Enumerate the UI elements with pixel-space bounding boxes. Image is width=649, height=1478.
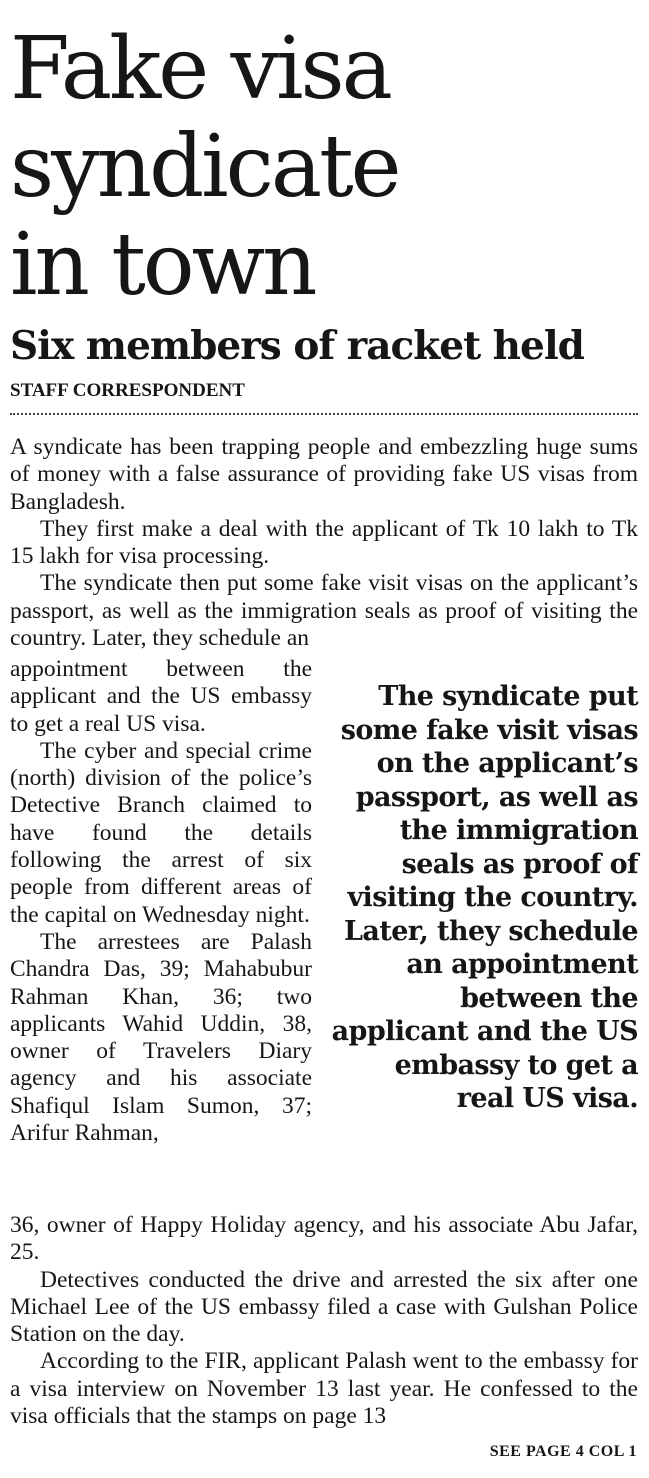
paragraph-5: The arrestees are Palash Chandra Das, 39; Mahabubur Rahman Khan, 36; two applicants Wahid Uddin, 38, owner of Travelers Diary agency and his associate Shafiqul Islam Sumon, 37; Arifur Rahman,: [10, 928, 312, 1147]
headline-line-1: Fake visa: [10, 19, 390, 119]
headline-line-3: in town: [10, 215, 315, 315]
paragraph-1: A syndicate has been trapping people and embezzling huge sums of money with a false assurance of providing fake US visas from Bangladesh.: [10, 434, 638, 515]
article-body-intro: [10, 434, 638, 652]
paragraph-6: Detectives conducted the drive and arrested the six after one Michael Lee of the US embassy filed a case with Gulshan Police Station on the day.: [10, 1266, 638, 1348]
paragraph-3: The syndicate then put some fake visit visas on the applicant’s passport, as well as the immigration seals as proof of visiting the country. Later, they schedule an: [10, 570, 638, 652]
paragraph-7: According to the FIR, applicant Palash went to the embassy for a visa interview on November 13 last year. He confessed to the visa officials that the stamps on page 13: [10, 1348, 638, 1430]
byline: STAFF CORRESPONDENT: [10, 380, 245, 401]
subheadline: Six members of racket held: [10, 323, 584, 369]
paragraph-3-continued: appointment between the applicant and the US embassy to get a real US visa.: [10, 656, 312, 737]
dotted-divider: [10, 413, 638, 415]
continuation-jump-line: SEE PAGE 4 COL 1: [489, 1443, 637, 1460]
pull-quote: The syndicate put some fake visit visas on the applicant’s passport, as well as the immigration seals as proof of visiting the country. Later, they schedule an appointment between the applicant and the US embassy to get a real US visa.: [331, 681, 638, 1114]
headline-line-2: syndicate: [10, 117, 399, 217]
paragraph-2: They first make a deal with the applicant of Tk 10 lakh to Tk 15 lakh for visa processing.: [10, 515, 638, 570]
article-body-outro: [10, 1212, 638, 1430]
paragraph-5-continued: 36, owner of Happy Holiday agency, and his associate Abu Jafar, 25.: [10, 1212, 638, 1266]
article-body-column: [10, 656, 312, 1147]
paragraph-4: The cyber and special crime (north) division of the police’s Detective Branch claimed to have found the details following the arrest of six people from different areas of the capital on Wednesday night.: [10, 737, 312, 928]
headline: [10, 20, 640, 314]
